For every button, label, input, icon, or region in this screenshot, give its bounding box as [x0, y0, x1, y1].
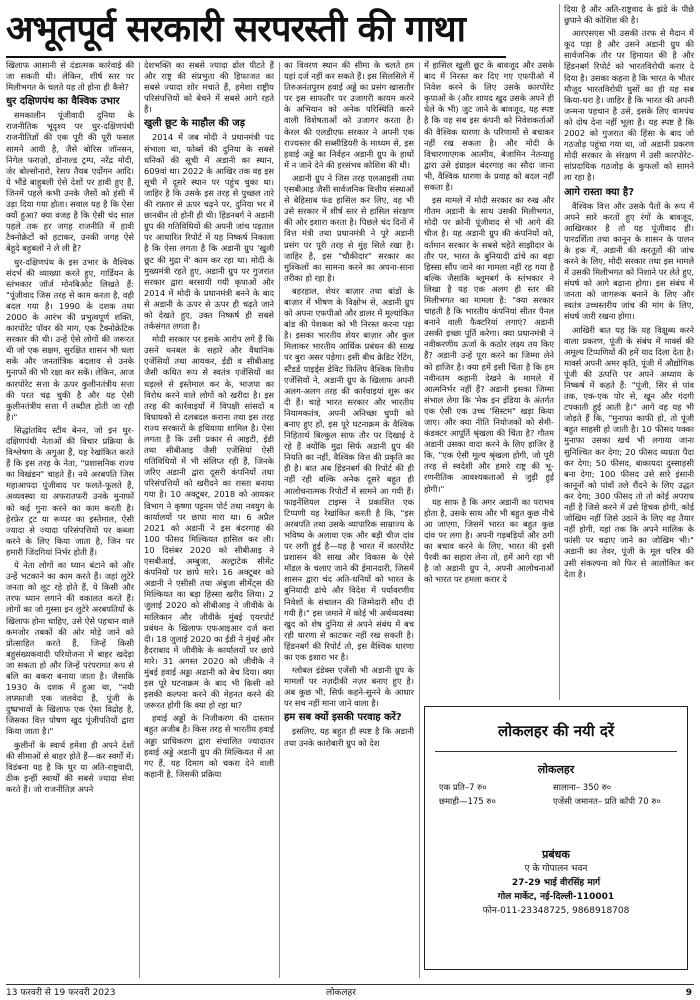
article-headline: अभूतपूर्व सरकारी सरपरस्ती की गाथा [6, 8, 465, 50]
address-line-3: गोल मार्केट, नई-दिल्ली-110001 [497, 892, 615, 902]
address-line-1: ए के गोपालन भवन [524, 864, 588, 874]
paragraph: वैश्विक वित्त और उसके पैतों के रूप में अपने सारे करतों हुए रंगों के बावजूद, आखिरकार है तो यह पूंजीवाद ही। पारदर्शिता तथा कानून के शासन के पालन के हक में, अडानी की करतूतों की जांच करने के लिए, मोदी सरकार तथा इस मामले में उसकी मिलीभगत को निशाने पर लेते हुए, संघर्ष को आगे बढ़ाना होगा। इस संबंध में जनता को जागरूक बनाने के लिए और स्वतंत्र उच्चस्तरीय जांच की मांग के लिए, संघर्ष जारी रखना होगा। [564, 200, 694, 322]
page-footer [6, 984, 694, 999]
address-line-2: 27-29 भाई वीरसिंह मार्ग [511, 878, 601, 888]
article-column-2 [144, 60, 274, 980]
paragraph: अडानी ग्रुप ने जिस तरह एलआइसी तथा एसबीआइ जैसी सार्वजनिक वित्तीय संस्थाओं से बेहिसाब फंड हासिल कर लिए, वह भी उसे सरकार में शीर्ष स्तर से हासिल संरक्षण की ओर इशारा करता है। पिछले चंद दिनों में वित्त मंत्री तथा प्रधानमंत्री ने पूरे अडानी प्रसंग पर पूरी तरह से मुंह सिले रखा है। जाहिर है, इस "चौकीदार" सरकार का मुश्किलों का सामना करने का अपना-साना तरीका हो रहा है। [284, 172, 414, 283]
column-divider [139, 62, 140, 978]
paragraph: का विवरण स्थान की सीमा के चलते हम यहां दर्ज नहीं कर सकते हैं। इस सिलसिले में तिरुअनंतपुरम हवाई अड्डे का प्रसंग खासतौर पर इस साफतौर पर उजागरी कायम करने के अभियान को अनेक परिस्थिति करने वाली विशेषताओं को उजागर करता है। केरल की एलडीएफ सरकार ने अपनी एक राज्यस्तर की सब्सीडियरी के माध्यम से, इस हवाई अड्डे का निर्वहन अडानी ग्रुप के हाथों में न जाने देने की हरसंभव कोशिश की थी। [284, 60, 414, 170]
publisher-block [425, 847, 687, 918]
paragraph: मोदी सरकार पर इसके आरोप लगे हैं कि उसने धनबल के सहारे और वैधानिक एजेंसियों तथा आयकर, ईडी व सीबीआइ जैसी कथित रूप से स्वतंत्र एजेंसियों का धड़ल्ले से इस्तेमाल कर के, भाजपा का विरोध करने वाले लोगों को खरीदा है। इस तरह की कार्रवाइयों में विपक्षी सांसदों व विधायकों से दलबदल कराना तथा इस तरह राज्य सरकारों के हथियाया शामिल है। ऐसा लगता है कि उसी प्रकार से आइटी, ईडी तथा सीबीआइ जैसी एजेंसियां ऐसी गतिविधियों में भी संलिप्त रही हैं, जिनके जरिए अडानी द्वारा दूसरी कंपनियों तथा परिसंपत्तियों को खरीदने का रास्ता बनाया गया है। 10 अक्टूबर, 2018 को आयकर विभाग ने कृष्णा पट्टनम पोर्ट तथा नवयुग के कार्यालयों पर छापा मारा था। 6 अप्रैल 2021 को अडानी ने इस बंदरगाह की 100 फीसद मिल्कियत हासिल कर ली। 10 दिसंबर 2020 को सीबीआइ ने एसबीआई, अम्बुजा, अल्ट्राटेक सीमेंट कंपनियों पर छापे मारे। 16 अक्टूबर को अडानी ने एसीसी तथा अंबुजा सीमेंट्स की मिल्कियत का बड़ा हिस्सा खरीद लिया। 2 जुलाई 2020 को सीबीआइ ने जीवीके के मालिकान और जीवीके मुंबई एयरपोर्ट प्रबंधन के खिलाफ एफआइआर दर्ज करा दी। 18 जुलाई 2020 का ईडी ने मुंबई और हैदराबाद में जीवीके के कार्यालयों पर छापे मारे। 31 अगस्त 2020 को जीवीके ने मुंबई हवाई अड्डा अडानी को बेच दिया। क्या इस पूरे घटनाक्रम के बाद भी किसी को इसकी कल्पना करने की मेहनत करने की जरूरत होगी कि क्या हो रहा था? [144, 334, 274, 711]
paragraph: धुर-दक्षिणपंथ के इस उभार के वैश्विक संदर्भ की व्याख्या करते हुए, गार्डियन के स्तंभकार जॉर्ज मोनबिओट लिखते हैं: "पूंजीवाद जिस तरह से काम करता है, वही बदल गया है। 1990 के दशक तथा 2000 के आरंभ की प्रभुत्वपूर्ण शक्ति, कारपोरेट पॉवर की माग, एक टैक्नोक्रेटिक सरकार की थी। उन्हें ऐसे लोगों की जरूरत थी जो एक सक्षम, सुरक्षित शासन भी चला सकें और जनतांत्रिक बदलाव से उनके मुनाफों की भी रक्षा कर सकें। लेकिन, आज कारपोरेट सत्ता के ऊपर कुलीनतंत्रीय सत्ता की परत चढ़ चुकी है और यह ऐसी कुलीनतंत्रीय सत्ता में तब्दील होती जा रही है।" [6, 256, 134, 422]
subheading: खुली छूट के माहौल की जड़ [144, 118, 245, 130]
rates-title: लोकलहर की नयी दरें [498, 722, 614, 740]
rates-right [553, 781, 661, 809]
paragraph: यह साफ है कि अगर अडानी का पराभव होता है, उसके साथ और भी बहुत कुछ नीचे आ जाएगा, जिसमें भारत का बहुत कुछ दांव पर लगा है। अपनी गड़बड़ियों और ठगी का बचाव करने के लिए, भारत की इसी पैरवी का सहारा लेना तो, हमें आगे रहा भी है जो अडानी ग्रुप ने, अपनी आलोचनाओं को भारत पर हमला करार दे [424, 496, 554, 585]
paragraph: इस मामले में मोदी सरकार का रुख और गौतम अडानी के साथ उसकी मिलीभगत, मोदी पर क्रोनी पूंजीवाद से भी आगे की चीज है। यह अडानी ग्रुप की कंपनियों को, वर्तमान सरकार के सबसे चहेते साझीदार के तौर पर, भारत के बुनियादी ढांचे का बड़ा हिस्सा सौंप जाने का मामला नहीं रह गया है बल्कि जैसाकि ब्लूमबर्ग के स्तंभकार ने लिखा है यह एक अलग ही स्तर की मिलीभगत का मामला है: "क्या सरकार चाहती है कि भारतीय कंपनियां सीतर पैनल बनाने वाली फैक्टरियां लगाएं? अडानी उसकी इच्छा पूर्ति करेगा। क्या प्रधानमंत्री ने नवीकरणीय ऊर्जा के कठोर लक्ष्य तय किए हैं? अडानी उन्हें पूरा करने का जिम्मा लेने को हाजिर है। क्या हमें इसी चिंता है कि हम नवीनतम कहानी देखने के मामले में आत्मनिर्भर नहीं हैं? अडानी इसका जिम्मा संभाल लेगा कि 'मेक इन इंडिया के अंतर्गत एक ऐसी एक उच्च 'सिस्टम" खड़ा किया जाए। और क्या नीति नियोजकों को सेमी-कंडक्टर आपूर्ति श्रृंखला की चिंता है? गौतम अडानी उसका वादा करने के लिए हाजिर है कि, "एक ऐसी मूल्य श्रृंखला होगी, जो पूरी तरह से स्वदेशी और हमारे राष्ट्र की भू-रणनीतिक आवश्यकताओं से जुड़ी हुई होगी।" [424, 195, 554, 494]
paragraph: में हासिल खुली छूट के बावजूद और उसके बाद में निरस्त कर दिए गए एफपीओ में निवेश करने के लिए उसके कारपोरेट कृपाओं के (और शायद खुद उसके अपने ही धेले के भी) जुट जाने के बावजूद, यह स्पष्ट है कि यह सब इस कंपनी को निवेशकर्ताओं की वैश्विक धारणा के परिणामों से बचाकर नहीं रख सकता है। और मोदी के विचारणाएगक आत्मीय, बेजामिन नेतन्याहू द्वारा उसे इंग्राइल बंदरगाह का सौदा जाना भी, वैश्विक धारणा के प्रवाह को बदल नहीं सकता है। [424, 60, 554, 193]
paragraph: समकालीन पूंजीवादी दुनिया के राजनीतिक भूदृश्य पर धुर-दक्षिणपंथी राजनीतिज्ञों की एक पूरी की पूरी फसल सामने आयी है, जैसे बोरिस जॉनसन, निगेल फराज़ो, डोनाल्ड ट्रम्प, नरेंद्र मोदी, जेर बोल्सोनारो, रेसप तैयब एर्दोगन आदि। ये भौंडे बाहुबली ऐसे देशों पर हावी हुए हैं, जिनमें पहले कभी उनके जैसों को हंसी में उड़ा दिया गया होता। सवाल यह है कि ऐसा क्यों हुआ? क्या वजह है कि ऐसी चंद साल पहले तक हर जगह राजनीति में हावी टैक्नोक्रेटों को हटाकर, उनकी जगह ऐसे बेहूदे बहुबलों ने ले ली है? [6, 110, 134, 254]
column-divider [279, 62, 280, 978]
column-divider [419, 62, 420, 978]
headline-rule [6, 56, 506, 58]
paragraph: ये नेता लोगों का ध्यान बंटाने को और उन्हें भटकाने का काम करते हैं। जहां लुटेरे जनता को लूट रहे होते हैं, ये किसी और तरफ ध्यान लगाने की वकालत करते हैं। लोगों का जो गुस्सा इन लुटेरे अरबपतियों के खिलाफ होना चाहिए, उसे ऐसे पहचान वाले कमजोर तबकों की ओर मोड़े जाने को प्रोत्साहित करते हैं, जिन्हें किसी बहुसंख्यकवादी परियोजना में बाहर खदेड़ा जा सकता हो और जिन्हें परंपरागत रूप से बलि का बकरा बनाया जाता है। जैसाकि 1930 के दशक में हुआ था, "नयी लफ्फाजी एक जलवेदा है, पूंजी के दुष्प्रभावों के खिलाफ एक ऐसा विद्रोह है, जिसका वित्त पोषण खुद पूंजीपतियों द्वारा किया जाता है।" [6, 560, 134, 737]
publication-name: लोकलहर [326, 988, 356, 998]
paragraph: बहरहाल, शेयर बाज़ार तथा बांडों के बाज़ार में भीषण के विक्षोभ से, अडानी ग्रुप को अपना एफपीओ और डालर में मूल्यांकित बांड की पेशकश को भी निरस्त करना पड़ा है। इसका भारतीय शेयर बाज़ार और कुल मिलाकर भारतीय आर्थिक प्रबंधन की साख पर बुरा असर पड़ेगा। इसी बीच क्रेडिट रेटिंग, स्टैंडर्ड पाइर्ड्स डेविट फिलिप वैश्विक वित्तीय एजेंसियों ने, अडानी ग्रुप के खिलाफ अपनी अलग-अलग तरह की कार्रवाइयां शुरू कर दी हैं। चाहे भारत सरकार और भारतीय नियामकतंत्र, अपनी अनिच्छा चुप्पी को बनाए हुए हों, इस पूरे घटनाक्रम के वैश्विक निहितार्थ बिल्कुल साफ तौर पर दिखाई दे रहे हैं क्योंकि मुद्रा सिर्फ अडानी ग्रुप की नियति का नहीं, वैश्विक वित्त की प्रकृति का ही है। बात अब हिंडनबर्ग की रिपोर्ट की ही नहीं रही बल्कि अनेक दूसरे बहुत ही आलोचनात्मक रिपोर्टों में सामने आ गयी हैं। फाइनेंशियल टाइम्स ने प्रकाशित एक टिप्पणी यह रेखांकित करती है कि, "इस अरबपति तथा उसके व्यापारिक साम्राज्य के भविष्य के अलावा एक और बड़ी चीज दांव पर लगी हुई है—यह है भारत में कारपोरेट प्रशासन की साख और विकास के ऐसे मॉडल के चलाए जाने की ईमानदारी, जिसमें शासन द्वारा चंद अति-धनियों को भारत के बुनियादी ढांचे और विदेश में पर्यावरणीय निवेशों के संचालन की जिम्मेदारी सौंप दी गयी है।" इस जमाने में कोई भी अर्थव्यवस्था खुद को शेष दुनिया से अपने संबंध में बच रही धारणा से काटकर नहीं रख सकती है। हिंडनबर्ग की रिपोर्ट तो, इस वैश्विक धारणा का एक इशारा भर है। [284, 285, 414, 662]
subheading: आगे रास्ता क्या है? [564, 186, 635, 198]
paragraph: इसलिए, यह बहुत ही स्पष्ट है कि अडानी तथा उनके कारोबारी ग्रुप को देश [284, 726, 414, 748]
rates-left [439, 781, 496, 809]
article-column-3 [284, 60, 414, 980]
subheading: धुर दक्षिणपंथ का वैश्विक उभार [6, 96, 120, 108]
phone-line: फोन-011-23348725, 9868918708 [482, 906, 630, 916]
paragraph: आरएसएस भी उसकी तरफ से मैदान में कूद पड़ा है और उसने अडानी ग्रुप की सार्वजनिक तौर पर हिमायत की है और हिंडनबर्ग रिपोर्ट को भारतविरोधी करार दे दिया है। उसका कहना है कि भारत के भीतर मौजूद भारतविरोधी घुसों का ही यह सब किया-धरा है। जाहिर है कि भारत की अपनी जन्मना पहचान है उसे, इसके लिए वामपंथ को दोष देना नहीं भूला है। यह स्पष्ट है कि 2002 को गुजरात की हिंसा के बाद जो गठजोड़ पहुंचा गया था, जो अडानी प्रकरण मोदी सरकार के संरक्षण में उसी कारपोरेट-सांप्रदायिक गठजोड़ के कुफलों को सामने ला रहा है। [564, 28, 694, 183]
magazine-name: लोकलहर [537, 763, 575, 776]
rates-list [425, 781, 687, 821]
paragraph: दिया है और अति-राष्ट्रवाद के झंडे के पीछे छुपाने की कोशिश की है। [564, 4, 694, 26]
rates-rule [435, 751, 677, 752]
paragraph: हवाई अड्डों के निजीकरण की दास्तान बहुत अजीब है। किस तरह से भारतीय हवाई अड्डा प्राधिकरण द्वारा संचालित ज्यादातर हवाई अड्डे अडानी ग्रुप की मिल्कियत में आ गए हैं, यह दिमाग को चकरा देने वाली कहानी है, जिसकी प्रक्रिया [144, 713, 274, 779]
column-divider [559, 4, 560, 700]
paragraph: सिद्धांतविद स्टीव बेनन, जो इन धुर-दक्षिणपंथी नेताओं की विचार प्रक्रिया के विश्लेषण के अगुआ हैं, यह रेखांकित करते हैं कि इस तरह के नेता, "प्रशासनिक राज्य का विखंडन" चाहते हैं। नये अरबपति जिस महाआपदा पूंजीवाद पर फलते-फूलते हैं, अव्यवस्था या अफरातफरी उनके मुनाफों को कई गुना करने का काम करती है। हेरफ़ेर ट्रट या रूप्पर का इस्तेमाल, ऐसी ज्यादा से ज्यादा परिसंपत्तियों पर कब्जा करने के लिए किया जाता है, जिन पर हमारी जिंदगियां निर्भर होती हैं। [6, 424, 134, 557]
paragraph: कुलीनों के स्वार्थ हमेशा ही अपने देशों की सीमाओं से बाहर होते हैं—कर स्वर्गों में। विडंबना यह है कि धुर या अति-राष्ट्रवादी, ठीक इन्हीं स्वार्थों की सबसे ज्यादा सेवा करते हैं। जो राजनीतिज्ञ अपने [6, 739, 134, 794]
page-number: 9 [685, 988, 692, 998]
article-column-1 [6, 60, 134, 980]
publisher-heading: प्रबंधक [542, 848, 570, 861]
rate-single: एक प्रति–7 रु० [439, 783, 487, 793]
article-column-4 [424, 60, 554, 700]
rate-agency: एजेंसी जमानत– प्रति कॉपी 70 रु० [553, 797, 661, 807]
rate-halfyear: छमाही—175 रु० [439, 797, 496, 807]
paragraph: देशभक्ति का सबसे ज्यादा ढोल पीटते हैं और राष्ट्र की संप्रभुता की हिफाजत का सबसे ज्यादा शोर मचाते हैं, हमेशा राष्ट्रीय परिसंपत्तियों को बेचने में सबसे आगे रहते हैं। [144, 60, 274, 115]
paragraph: खिलाफ आसानी से दंडात्मक कार्रवाई की जा सकती थी। लेकिन, शीर्ष स्तर पर मिलीभगत के चलते यह तो होना ही कैसे? [6, 60, 134, 93]
rate-annual: सालाना– 350 रु० [553, 783, 612, 793]
paragraph: आखिरी बात यह कि यह विक्षुब्ध करने वाला प्रकरण, पूंजी के संबंध में मार्क्स की अमूल्य टिप्पणियों की हमें याद दिला देता है। मार्क्स अपनी अमर कृति, पूंजी में औद्योगिक पूंजी की उत्पत्ति पर अपने अध्याय के निष्कर्ष में कहते हैं: "पूंजी, सिर से पांव तक, एक-एक पोर से, खून और गंदगी टपकाती हुई आती है।" आगे वह यह भी जोड़ते हैं कि, "मुनाफा काफी हो, तो पूंजी बहुत साहसी हो जाती है। 10 फीसद पक्का मुनाफा उसका खर्च भी लगाया जाना सुनिश्चित कर देगा; 20 फीसद व्यग्रता पैदा कर देगा; 50 फीसद, बाकायदा दुस्साहसी बना देगा; 100 फीसद उसे सारे इंसानी कानूनों को पांवों तले रौंदने के लिए उद्धत कर देगा; 300 फीसद तो तो कोई अपराध नहीं है जिसे करने में उसे हिचक होगी, कोई जोखिम नहीं जिसे उठाने के लिए वह तैयार नहीं होगी, यहां तक कि अपने मालिक के फांसी पर चढ़ाए जाने का जोखिम भी।" अडानी का तेवर, पूंजी के मूल चरित्र की उसी संकल्पना को फिर से आलोकित कर देता है। [564, 324, 694, 579]
article-column-5 [564, 4, 694, 700]
issue-date: 13 फरवरी से 19 फरवरी 2023 [6, 988, 116, 998]
paragraph: ग्लोबल इंडेक्स एजेंसी भी अडानी ग्रुप के मामलों पर नज़दीकी नज़र बनाए हुए है। अब कुछ भी, सिर्फ कहने-सुनने के आधार पर सच नहीं माना जाने वाला है। [284, 665, 414, 709]
subheading: हम सब क्यों इसकी परवाह करें? [284, 712, 402, 724]
subscription-rates-box [424, 706, 688, 970]
paragraph: 2014 में जब मोदी ने प्रधानमंत्री पद संभाला था, फोर्ब्स की दुनिया के सबसे धनिकों की सूची में अडानी का स्थान, 609वां था। 2022 के आखिर तक वह इस सूची में दूसरे स्थान पर पहुंच चुका था। जाहिर है कि उसके इस तरह से पुच्छल तारे की रफ़्तार से ऊपर चढ़ने पर, दुनिया भर में छानबीन तो होनी ही थी। हिंडनबर्ग ने अडानी ग्रुप की गतिविधियों की अपनी जांच पड़ताल पर आधारित रिपोर्ट में यह निष्कर्ष निकाला है कि ऐसा लगता है कि अडानी ग्रुप 'खुली छूट की मुद्रा में' काम कर रहा था। मोदी के मुख्यमंत्री रहते हुए, अडानी ग्रुप पर गुजरात सरकार द्वारा बरसायी गयी कृपाओं और 2014 में मोदी के प्रधानमंत्री बनने के बाद से अडानी के ऊपर से ऊपर ही चढ़ते जाने को देखते हुए, उक्त निष्कर्ष ही सबसे तर्कसंगत लगता है। [144, 132, 274, 332]
